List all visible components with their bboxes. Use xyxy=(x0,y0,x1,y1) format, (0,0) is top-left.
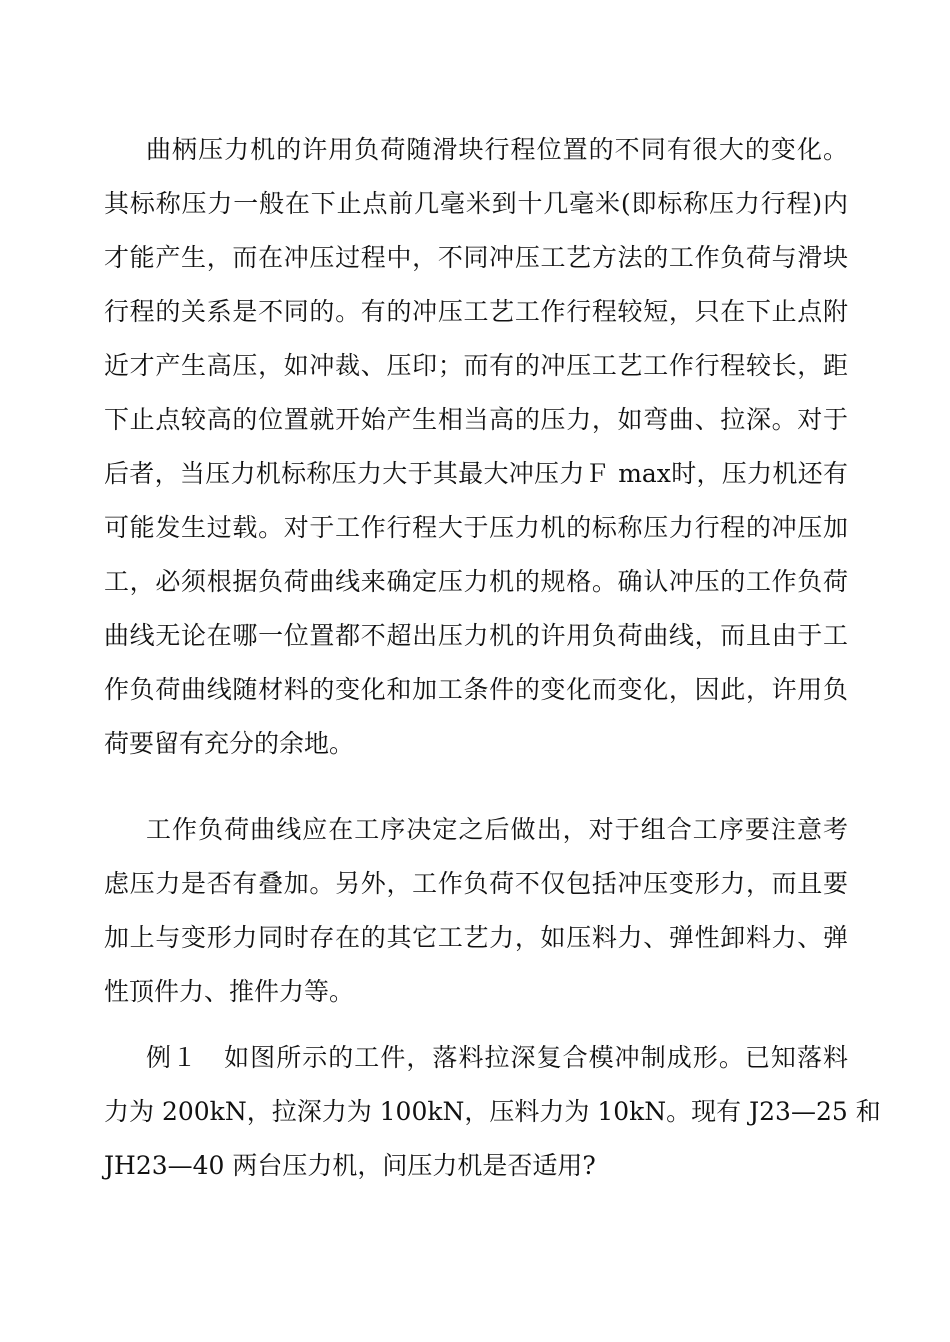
paragraph-1-line-4: 行程的关系是不同的。有的冲压工艺工作行程较短，只在下止点附 xyxy=(104,297,848,326)
paragraph-1-line-10: 曲线无论在哪一位置都不超出压力机的许用负荷曲线，而且由于工 xyxy=(104,621,848,650)
paragraph-1-line-1: 曲柄压力机的许用负荷随滑块行程位置的不同有很大的变化。 xyxy=(146,135,848,164)
paragraph-1-line-2: 其标称压力一般在下止点前几毫米到十几毫米(即标称压力行程)内 xyxy=(104,189,848,218)
paragraph-3-line-1: 例１ 如图所示的工件，落料拉深复合模冲制成形。已知落料 xyxy=(146,1043,848,1072)
paragraph-1-line-7: 后者，当压力机标称压力大于其最大冲压力Ｆ max时，压力机还有 xyxy=(104,459,848,488)
paragraph-1-line-6: 下止点较高的位置就开始产生相当高的压力，如弯曲、拉深。对于 xyxy=(104,405,848,434)
paragraph-2-line-2: 虑压力是否有叠加。另外，工作负荷不仅包括冲压变形力，而且要 xyxy=(104,869,848,898)
paragraph-3-line-2: 力为 200kN，拉深力为 100kN，压料力为 10kN。现有 J23—25 和 xyxy=(104,1097,881,1126)
paragraph-1-line-11: 作负荷曲线随材料的变化和加工条件的变化而变化，因此，许用负 xyxy=(104,675,848,704)
paragraph-1-line-5: 近才产生高压，如冲裁、压印；而有的冲压工艺工作行程较长，距 xyxy=(104,351,848,380)
paragraph-2-line-1: 工作负荷曲线应在工序决定之后做出，对于组合工序要注意考 xyxy=(146,815,848,844)
paragraph-1-line-9: 工，必须根据负荷曲线来确定压力机的规格。确认冲压的工作负荷 xyxy=(104,567,848,596)
paragraph-1-line-12: 荷要留有充分的余地。 xyxy=(104,729,355,758)
paragraph-1-line-8: 可能发生过载。对于工作行程大于压力机的标称压力行程的冲压加 xyxy=(104,513,848,542)
paragraph-3-line-3: JH23—40 两台压力机，问压力机是否适用? xyxy=(104,1151,596,1180)
paragraph-2-line-4: 性顶件力、推件力等。 xyxy=(104,977,355,1006)
paragraph-1-line-3: 才能产生，而在冲压过程中，不同冲压工艺方法的工作负荷与滑块 xyxy=(104,243,848,272)
paragraph-2-line-3: 加上与变形力同时存在的其它工艺力，如压料力、弹性卸料力、弹 xyxy=(104,923,848,952)
